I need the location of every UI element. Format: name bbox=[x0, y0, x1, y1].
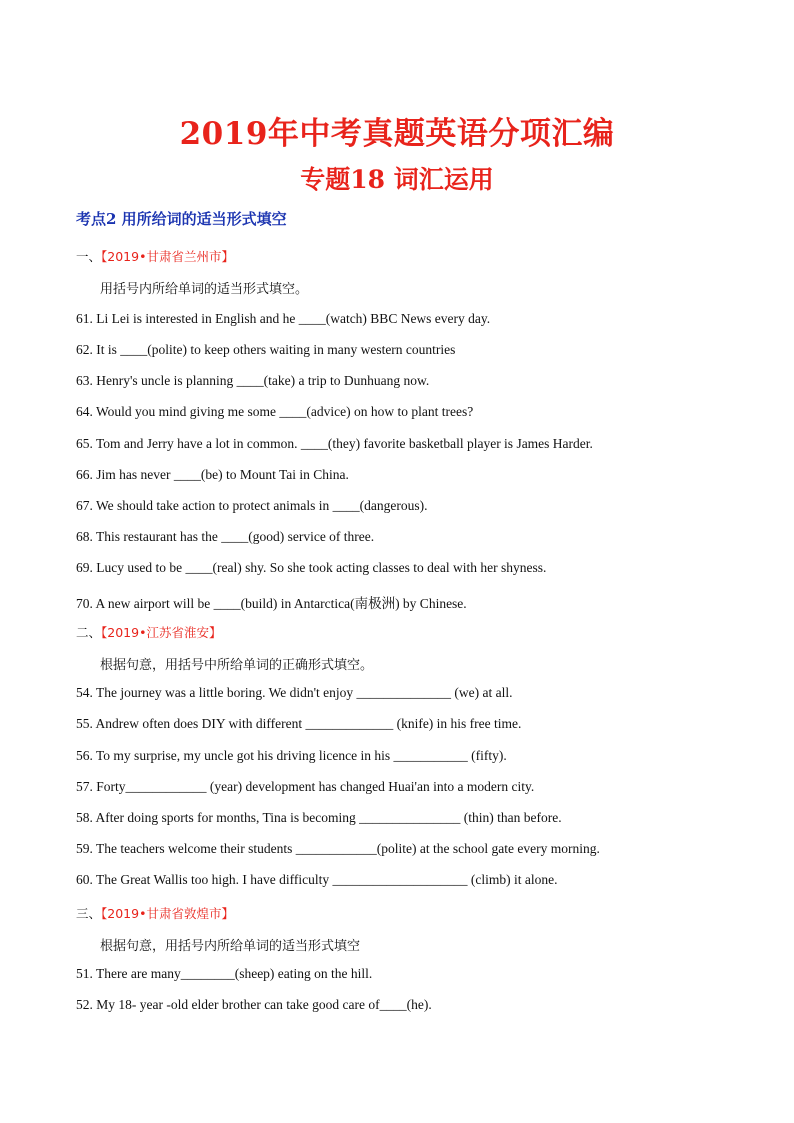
section-instruction: 根据句意，用括号内所给单词的适当形式填空 bbox=[100, 939, 361, 954]
question-item: 58. After doing sports for months, Tina is becoming _______________ (thin) than before. bbox=[76, 810, 562, 825]
section-number: 一、 bbox=[76, 249, 102, 264]
page-title: 2019年中考真题英语分项汇编 bbox=[179, 116, 615, 152]
question-item: 70. A new airport will be ____(build) in Antarctica(南极洲) by Chinese. bbox=[76, 596, 467, 611]
question-item: 69. Lucy used to be ____(real) shy. So she took acting classes to deal with her shyness. bbox=[76, 560, 547, 575]
question-item: 64. Would you mind giving me some ____(advice) on how to plant trees? bbox=[76, 404, 474, 419]
section-number: 三、 bbox=[76, 906, 102, 921]
section-instruction: 用括号内所给单词的适当形式填空。 bbox=[100, 282, 309, 297]
question-item: 65. Tom and Jerry have a lot in common. ____(they) favorite basketball player is James Harder. bbox=[76, 436, 593, 451]
question-item: 56. To my surprise, my uncle got his driving licence in his ___________ (fifty). bbox=[76, 748, 507, 763]
question-item: 57. Forty____________ (year) development has changed Huai'an into a modern city. bbox=[76, 779, 535, 794]
question-item: 54. The journey was a little boring. We didn't enjoy ______________ (we) at all. bbox=[76, 685, 513, 700]
question-item: 60. The Great Wallis too high. I have difficulty ____________________ (climb) it alone. bbox=[76, 872, 558, 887]
question-item: 67. We should take action to protect animals in ____(dangerous). bbox=[76, 498, 428, 513]
topic-heading: 考点2 用所给词的适当形式填空 bbox=[76, 210, 287, 228]
page-subtitle: 专题18 词汇运用 bbox=[300, 165, 494, 194]
question-item: 55. Andrew often does DIY with different _____________ (knife) in his free time. bbox=[76, 716, 522, 731]
question-item: 66. Jim has never ____(be) to Mount Tai in China. bbox=[76, 467, 349, 482]
question-item: 68. This restaurant has the ____(good) service of three. bbox=[76, 529, 375, 544]
section-source: 【2019•甘肃省兰州市】 bbox=[101, 249, 234, 264]
question-item: 51. There are many________(sheep) eating on the hill. bbox=[76, 966, 373, 981]
section-instruction: 根据句意，用括号中所给单词的正确形式填空。 bbox=[100, 658, 374, 673]
question-item: 52. My 18- year -old elder brother can take good care of____(he). bbox=[76, 997, 432, 1012]
section-source: 【2019•江苏省淮安】 bbox=[101, 625, 222, 640]
section-number: 二、 bbox=[76, 625, 102, 640]
section-header-1 bbox=[76, 247, 234, 265]
section-header-3 bbox=[76, 904, 234, 922]
question-item: 61. Li Lei is interested in English and he ____(watch) BBC News every day. bbox=[76, 311, 491, 326]
section-header-2 bbox=[76, 623, 221, 641]
question-item: 59. The teachers welcome their students ____________(polite) at the school gate every morning. bbox=[76, 841, 600, 856]
question-item: 63. Henry's uncle is planning ____(take) a trip to Dunhuang now. bbox=[76, 373, 430, 388]
section-source: 【2019•甘肃省敦煌市】 bbox=[101, 906, 234, 921]
question-item: 62. It is ____(polite) to keep others waiting in many western countries bbox=[76, 342, 456, 357]
